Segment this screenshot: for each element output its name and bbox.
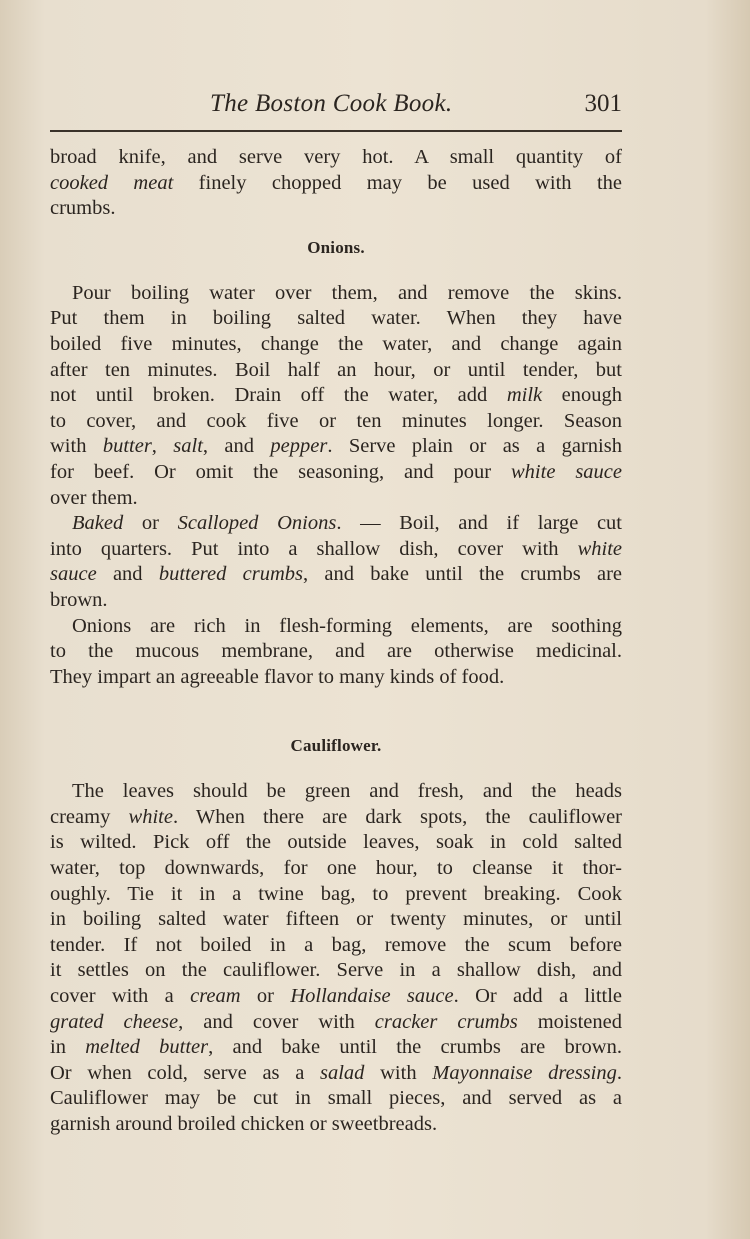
- text-line: water, top downwards, for one hour, to cleanse it thor-: [50, 857, 622, 880]
- text-line: cover with a cream or Hollandaise sauce. Or add a little: [50, 985, 623, 1008]
- text-line: sauce and buttered crumbs, and bake until the crumbs are: [50, 563, 622, 586]
- text-line: in boiling salted water fifteen or twenty minutes, or until: [50, 908, 622, 931]
- book-title: The Boston Cook Book.: [210, 90, 453, 117]
- cauliflower-paragraph-1: [50, 779, 622, 1137]
- text-line: oughly. Tie it in a twine bag, to prevent breaking. Cook: [50, 882, 622, 905]
- text-line: tender. If not boiled in a bag, remove the scum before: [50, 933, 622, 956]
- onions-paragraph-2: [50, 511, 622, 613]
- text-line: Or when cold, serve as a salad with Mayonnaise dressing.: [50, 1061, 622, 1084]
- text-line: into quarters. Put into a shallow dish, cover with white: [50, 537, 622, 560]
- text-line: over them.: [50, 486, 138, 509]
- text-line: Cauliflower may be cut in small pieces, and served as a: [50, 1087, 622, 1110]
- text-line: not until broken. Drain off the water, add milk enough: [50, 384, 622, 407]
- text-line: They impart an agreeable flavor to many kinds of food.: [50, 665, 505, 688]
- text-line: is wilted. Pick off the outside leaves, soak in cold salted: [50, 831, 622, 854]
- text-line: cooked meat finely chopped may be used with the: [50, 171, 622, 194]
- running-head: [50, 88, 622, 124]
- text-line: to the mucous membrane, and are otherwise medicinal.: [50, 640, 622, 663]
- text-line: garnish around broiled chicken or sweetbreads.: [50, 1113, 438, 1135]
- onions-paragraph-1: [50, 281, 622, 511]
- section-heading-cauliflower: Cauliflower.: [290, 736, 382, 756]
- text-line: grated cheese, and cover with cracker crumbs moistened: [50, 1010, 622, 1033]
- text-line: Baked or Scalloped Onions. — Boil, and if large cut: [72, 512, 622, 535]
- page-number: 301: [584, 90, 622, 117]
- text-line: crumbs.: [50, 197, 116, 220]
- text-line: Pour boiling water over them, and remove the skins.: [72, 281, 622, 304]
- intro-paragraph: [50, 145, 622, 222]
- text-line: with butter, salt, and pepper. Serve plain or as a garnish: [50, 435, 622, 458]
- text-line: The leaves should be green and fresh, and the heads: [72, 780, 622, 803]
- text-line: Put them in boiling salted water. When they have: [50, 307, 622, 330]
- text-line: Onions are rich in flesh-forming elements, are soothing: [72, 614, 622, 637]
- text-line: creamy white. When there are dark spots, the cauliflower: [50, 805, 622, 828]
- text-line: for beef. Or omit the seasoning, and pour white sauce: [50, 460, 622, 483]
- text-line: brown.: [50, 588, 108, 611]
- section-heading-onions: Onions.: [307, 237, 365, 257]
- text-line: it settles on the cauliflower. Serve in a shallow dish, and: [50, 959, 622, 982]
- header-rule: [50, 130, 622, 132]
- text-line: in melted butter, and bake until the crumbs are brown.: [50, 1036, 622, 1059]
- text-line: boiled five minutes, change the water, and change again: [50, 332, 622, 355]
- page-body: [50, 145, 622, 1138]
- text-line: broad knife, and serve very hot. A small quantity of: [50, 146, 622, 168]
- onions-paragraph-3: [50, 614, 622, 691]
- text-line: to cover, and cook five or ten minutes longer. Season: [50, 409, 622, 432]
- text-line: after ten minutes. Boil half an hour, or until tender, but: [50, 358, 622, 381]
